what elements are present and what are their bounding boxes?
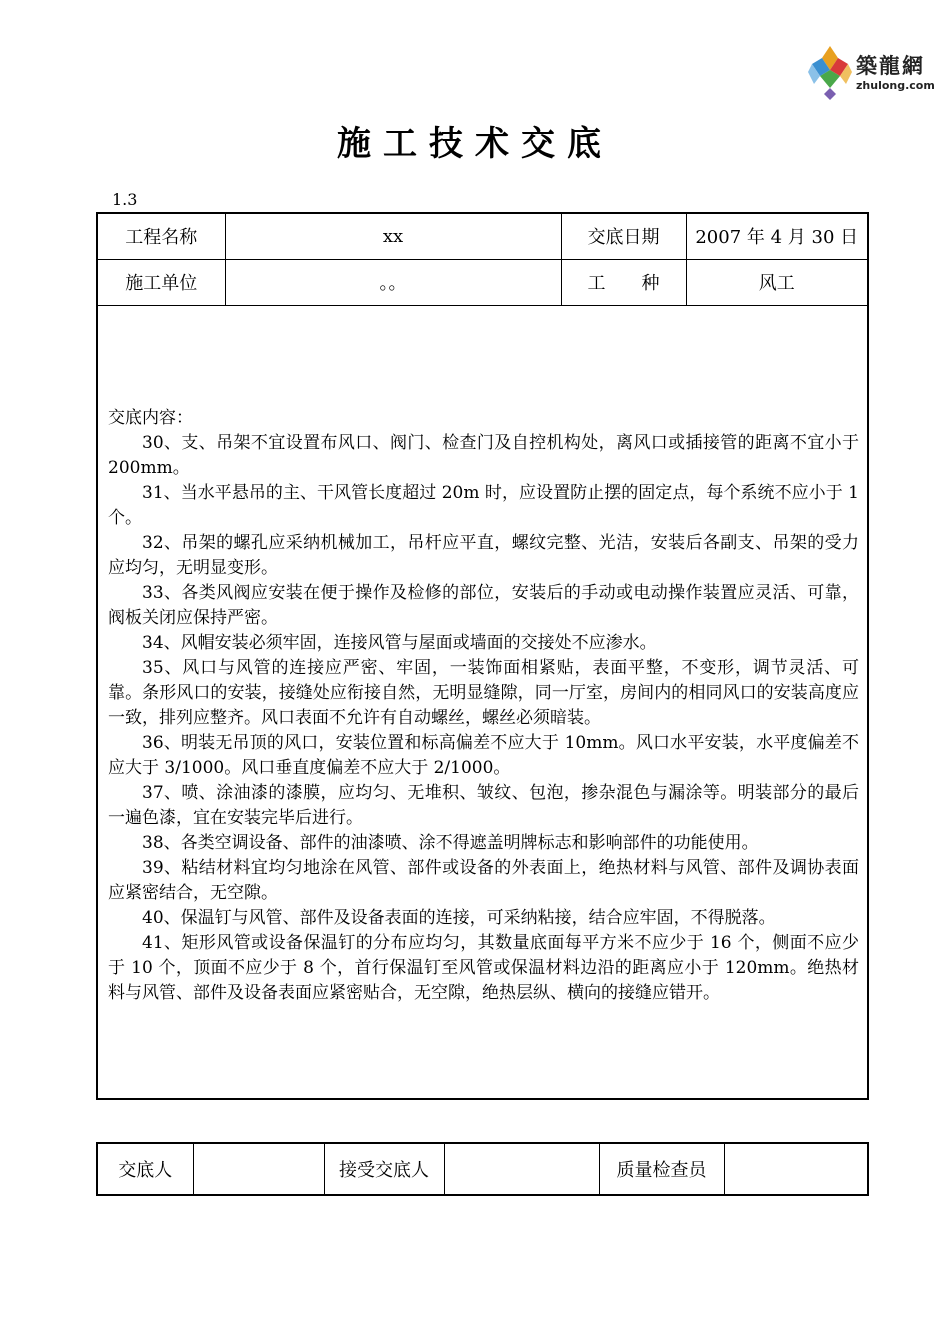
project-label: 工程名称: [97, 213, 225, 259]
content-row: [97, 305, 868, 1099]
logo-name: 築龍網: [856, 53, 925, 78]
content-body: [98, 306, 867, 1006]
date-label: 交底日期: [561, 213, 686, 259]
inspector-label: 质量检查员: [599, 1143, 724, 1195]
date-value: 2007 年 4 月 30 日: [686, 213, 868, 259]
content-cell: [97, 305, 868, 1099]
inspector-field: [724, 1143, 868, 1195]
signature-row: [97, 1143, 868, 1195]
content-item: 33、各类风阀应安装在便于操作及检修的部位，安装后的手动或电动操作装置应灵活、可靠，阀板关闭应保持严密。: [108, 582, 859, 628]
discloser-label: 交底人: [97, 1143, 193, 1195]
logo-mark-icon: [808, 44, 852, 100]
project-value: xx: [225, 213, 561, 259]
content-item: 35、风口与风管的连接应严密、牢固，一装饰面相紧贴，表面平整，不变形，调节灵活、可靠。条形风口的安装，接缝处应衔接自然，无明显缝隙，同一厅室，房间内的相同风口的安装高度应一致，排列应整齐。风口表面不允许有自动螺丝，螺丝必须暗装。: [108, 657, 859, 728]
content-item: 32、吊架的螺孔应采纳机械加工，吊杆应平直，螺纹完整、光洁，安装后各副支、吊架的受力应均匀，无明显变形。: [108, 532, 859, 578]
discloser-field: [193, 1143, 324, 1195]
unit-value: 。。: [225, 259, 561, 305]
doc-code: 1.3: [112, 190, 138, 209]
trade-label: 工 种: [561, 259, 686, 305]
content-item: 36、明装无吊顶的风口，安装位置和标高偏差不应大于 10mm。风口水平安装，水平度偏差不应大于 3/1000。风口垂直度偏差不应大于 2/1000。: [108, 732, 859, 778]
page-title: 施工技术交底: [337, 124, 613, 164]
content-item: 34、风帽安装必须牢固，连接风管与屋面或墙面的交接处不应渗水。: [142, 632, 657, 653]
zhulong-logo: [808, 44, 938, 100]
content-item: 41、矩形风管或设备保温钉的分布应均匀，其数量底面每平方米不应少于 16 个，侧面不应少于 10 个，顶面不应少于 8 个，首行保温钉至风管或保温材料边沿的距离应小于 120mm。绝热材料与风管、部件及设备表面应紧密贴合，无空隙，绝热层纵、横向的接缝应错开。: [108, 932, 859, 1003]
content-item: 40、保温钉与风管、部件及设备表面的连接，可采纳粘接，结合应牢固，不得脱落。: [142, 907, 776, 928]
logo-site: zhulong.com: [856, 79, 935, 92]
content-item: 38、各类空调设备、部件的油漆喷、涂不得遮盖明牌标志和影响部件的功能使用。: [142, 832, 759, 853]
unit-row: [97, 259, 868, 305]
content-item: 31、当水平悬吊的主、干风管长度超过 20m 时，应设置防止摆的固定点，每个系统不应小于 1 个。: [108, 482, 859, 528]
project-row: [97, 213, 868, 259]
receiver-field: [444, 1143, 599, 1195]
trade-value: 风工: [686, 259, 868, 305]
content-heading: 交底内容：: [108, 407, 193, 428]
content-item: 30、支、吊架不宜设置布风口、阀门、检查门及自控机构处，离风口或插接管的距离不宜小于 200mm。: [108, 432, 859, 478]
signature-table: [96, 1142, 869, 1196]
receiver-label: 接受交底人: [324, 1143, 444, 1195]
content-item: 37、喷、涂油漆的漆膜，应均匀、无堆积、皱纹、包泡，掺杂混色与漏涂等。明装部分的最后一遍色漆，宜在安装完毕后进行。: [108, 782, 859, 828]
disclosure-table: [96, 212, 869, 1100]
content-item: 39、粘结材料宜均匀地涂在风管、部件或设备的外表面上，绝热材料与风管、部件及调协表面应紧密结合，无空隙。: [108, 857, 859, 903]
unit-label: 施工单位: [97, 259, 225, 305]
